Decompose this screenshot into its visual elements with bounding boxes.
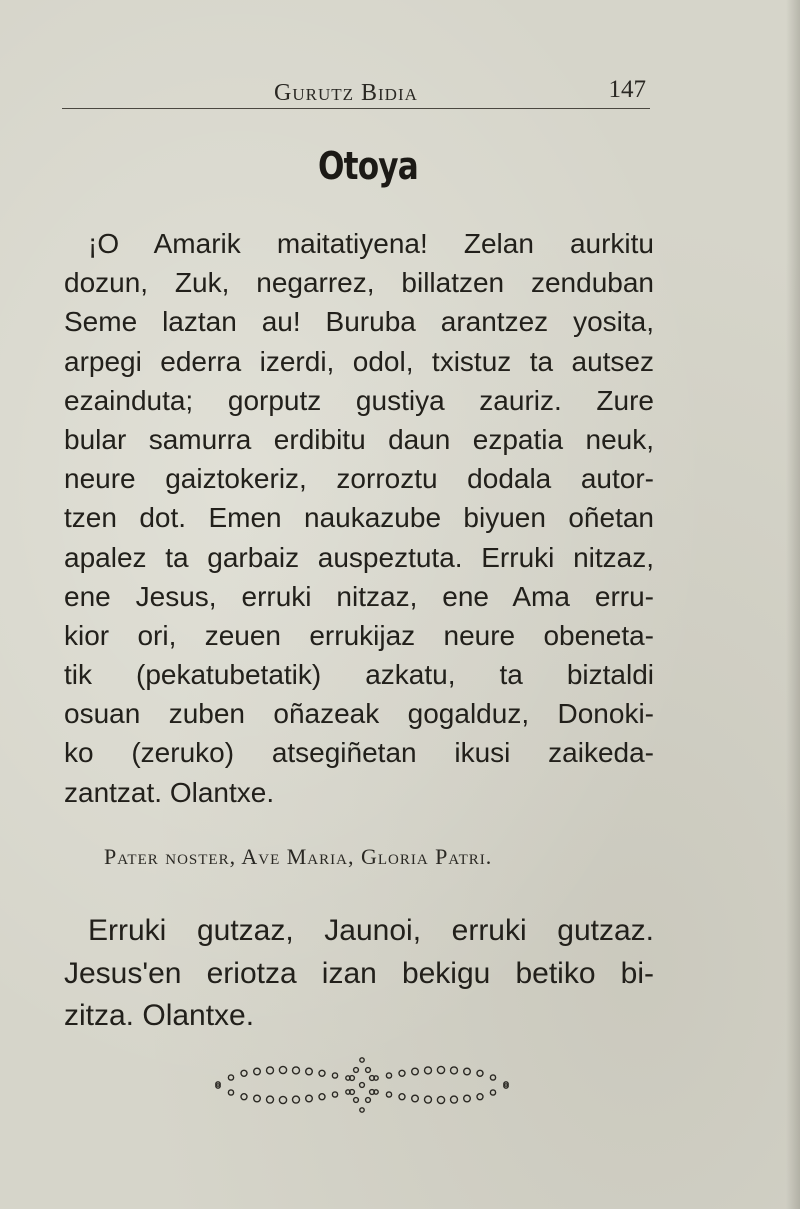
- closing-paragraph: [64, 910, 654, 1038]
- prayer-line: tzen dot. Emen naukazube biyuen oñetan: [64, 502, 654, 534]
- prayer-line: kior ori, zeuen errukijaz neure obeneta-: [64, 619, 654, 651]
- prayer-heading: Otoya: [317, 144, 419, 188]
- running-head: [62, 74, 650, 109]
- scroll-ornament-icon: [212, 1056, 512, 1114]
- prayer-line: zantzat. Olantxe.: [64, 776, 275, 808]
- prayer-line: neure gaiztokeriz, zorroztu dodala autor-: [64, 463, 654, 495]
- prayer-line: osuan zuben oñazeak gogalduz, Donoki-: [64, 698, 654, 730]
- running-head-title: Gurutz Bidia: [274, 80, 418, 106]
- prayer-line: dozun, Zuk, negarrez, billatzen zenduban: [64, 267, 654, 299]
- prayer-line: tik (pekatubetatik) azkatu, ta biztaldi: [64, 659, 654, 691]
- prayer-line: bular samurra erdibitu daun ezpatia neuk,: [64, 423, 654, 455]
- prayer-line: ko (zeruko) atsegiñetan ikusi zaikeda-: [64, 737, 654, 769]
- closing-line: zitza. Olantxe.: [64, 999, 255, 1032]
- page-edge-shadow: [786, 0, 800, 1209]
- prayer-paragraph: [64, 224, 654, 812]
- prayer-line: ¡O Amarik maitatiyena! Zelan aurkitu: [88, 228, 654, 259]
- page-number: 147: [608, 76, 646, 103]
- prayer-line: ene Jesus, erruki nitzaz, ene Ama erru-: [64, 580, 654, 612]
- rubric-line: Pater noster, Ave Maria, Gloria Patri.: [104, 844, 493, 869]
- prayer-line: ezainduta; gorputz gustiya zauriz. Zure: [64, 384, 654, 416]
- prayer-line: apalez ta garbaiz auspeztuta. Erruki nitzaz,: [64, 541, 654, 573]
- prayer-line: arpegi ederra izerdi, odol, txistuz ta autsez: [64, 345, 654, 377]
- closing-line: Erruki gutzaz, Jaunoi, erruki gutzaz.: [88, 914, 654, 947]
- closing-line: Jesus'en eriotza izan bekigu betiko bi-: [64, 956, 654, 990]
- prayer-line: Seme laztan au! Buruba arantzez yosita,: [64, 306, 654, 338]
